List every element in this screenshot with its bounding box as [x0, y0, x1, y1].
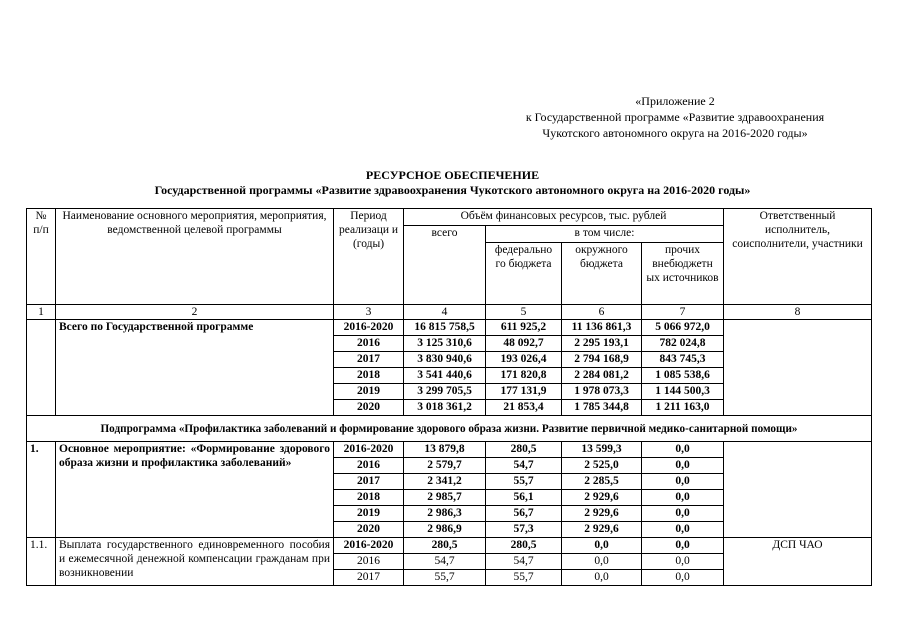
- event11-num: 1.1.: [27, 538, 56, 586]
- total-cell: 3 018 361,2: [404, 400, 486, 416]
- federal-cell: 280,5: [486, 442, 562, 458]
- header-total: всего: [404, 226, 486, 305]
- table-row: [27, 538, 872, 554]
- other-cell: 5 066 972,0: [642, 320, 724, 336]
- total-cell: 54,7: [404, 554, 486, 570]
- federal-cell: 55,7: [486, 570, 562, 586]
- total-cell: 2 341,2: [404, 474, 486, 490]
- subprogram-title: Подпрограмма «Профилактика заболеваний и формирование здорового образа жизни. Развитие первичной медико-санитарной помощи»: [27, 416, 872, 442]
- district-cell: 2 929,6: [562, 522, 642, 538]
- colnum: 6: [562, 305, 642, 320]
- header-period: Период реализаци и (годы): [334, 209, 404, 305]
- federal-cell: 54,7: [486, 554, 562, 570]
- federal-cell: 48 092,7: [486, 336, 562, 352]
- period-cell: 2016-2020: [334, 538, 404, 554]
- document-subtitle: Государственной программы «Развитие здравоохранения Чукотского автономного округа на 2016-2020 годы»: [154, 183, 751, 197]
- district-cell: 2 525,0: [562, 458, 642, 474]
- district-cell: 0,0: [562, 570, 642, 586]
- annex-note: [480, 93, 870, 141]
- colnum: 5: [486, 305, 562, 320]
- district-cell: 2 929,6: [562, 506, 642, 522]
- header-other: прочих внебюджетн ых источников: [642, 243, 724, 305]
- subprogram-row: [27, 416, 872, 442]
- other-cell: 0,0: [642, 554, 724, 570]
- table-row: [27, 442, 872, 458]
- district-cell: 11 136 861,3: [562, 320, 642, 336]
- total-cell: 3 125 310,6: [404, 336, 486, 352]
- total-cell: 2 986,9: [404, 522, 486, 538]
- colnum: 7: [642, 305, 724, 320]
- other-cell: 0,0: [642, 442, 724, 458]
- event11-responsible: ДСП ЧАО: [724, 538, 872, 586]
- period-cell: 2016: [334, 458, 404, 474]
- total-cell: 3 541 440,6: [404, 368, 486, 384]
- event11-name: Выплата государственного единовременного пособия и ежемесячной денежной компенсации гражданам при возникновении: [56, 538, 334, 586]
- total-label: Всего по Государственной программе: [56, 320, 334, 416]
- total-cell: 3 299 705,5: [404, 384, 486, 400]
- period-cell: 2018: [334, 490, 404, 506]
- header-name: Наименование основного мероприятия, мероприятия, ведомственной целевой программы: [56, 209, 334, 305]
- other-cell: 1 144 500,3: [642, 384, 724, 400]
- annex-line-2: к Государственной программе «Развитие здравоохранения: [525, 110, 825, 124]
- federal-cell: 611 925,2: [486, 320, 562, 336]
- period-cell: 2020: [334, 522, 404, 538]
- other-cell: 0,0: [642, 570, 724, 586]
- header-including: в том числе:: [486, 226, 724, 243]
- total-cell: 2 986,3: [404, 506, 486, 522]
- other-cell: 0,0: [642, 458, 724, 474]
- header-num: № п/п: [27, 209, 56, 305]
- district-cell: 2 929,6: [562, 490, 642, 506]
- period-cell: 2017: [334, 570, 404, 586]
- event1-name: Основное мероприятие: «Формирование здорового образа жизни и профилактика заболеваний»: [56, 442, 334, 538]
- federal-cell: 280,5: [486, 538, 562, 554]
- federal-cell: 56,7: [486, 506, 562, 522]
- other-cell: 1 211 163,0: [642, 400, 724, 416]
- period-cell: 2016: [334, 336, 404, 352]
- federal-cell: 54,7: [486, 458, 562, 474]
- resource-table: [26, 208, 872, 586]
- district-cell: 2 284 081,2: [562, 368, 642, 384]
- colnum: 8: [724, 305, 872, 320]
- header-district: окружного бюджета: [562, 243, 642, 305]
- other-cell: 0,0: [642, 474, 724, 490]
- other-cell: 0,0: [642, 538, 724, 554]
- period-cell: 2016-2020: [334, 442, 404, 458]
- period-cell: 2016: [334, 554, 404, 570]
- period-cell: 2019: [334, 506, 404, 522]
- total-cell: 2 985,7: [404, 490, 486, 506]
- total-cell: 16 815 758,5: [404, 320, 486, 336]
- event1-num: 1.: [27, 442, 56, 538]
- total-cell: 3 830 940,6: [404, 352, 486, 368]
- period-cell: 2017: [334, 474, 404, 490]
- district-cell: 1 978 073,3: [562, 384, 642, 400]
- district-cell: 1 785 344,8: [562, 400, 642, 416]
- district-cell: 2 285,5: [562, 474, 642, 490]
- colnum: 1: [27, 305, 56, 320]
- district-cell: 2 794 168,9: [562, 352, 642, 368]
- district-cell: 0,0: [562, 554, 642, 570]
- other-cell: 0,0: [642, 490, 724, 506]
- colnum: 2: [56, 305, 334, 320]
- district-cell: 2 295 193,1: [562, 336, 642, 352]
- annex-line-1: «Приложение 2: [635, 94, 715, 108]
- colnum: 3: [334, 305, 404, 320]
- table-row: [27, 320, 872, 336]
- federal-cell: 56,1: [486, 490, 562, 506]
- total-cell: 13 879,8: [404, 442, 486, 458]
- federal-cell: 57,3: [486, 522, 562, 538]
- total-cell: 55,7: [404, 570, 486, 586]
- other-cell: 1 085 538,6: [642, 368, 724, 384]
- annex-line-3: Чукотского автономного округа на 2016-2020 годы»: [542, 126, 808, 140]
- header-volume: Объём финансовых ресурсов, тыс. рублей: [404, 209, 724, 226]
- period-cell: 2020: [334, 400, 404, 416]
- period-cell: 2019: [334, 384, 404, 400]
- federal-cell: 193 026,4: [486, 352, 562, 368]
- other-cell: 0,0: [642, 522, 724, 538]
- other-cell: 843 745,3: [642, 352, 724, 368]
- period-cell: 2017: [334, 352, 404, 368]
- federal-cell: 21 853,4: [486, 400, 562, 416]
- federal-cell: 55,7: [486, 474, 562, 490]
- district-cell: 13 599,3: [562, 442, 642, 458]
- period-cell: 2018: [334, 368, 404, 384]
- total-cell: 2 579,7: [404, 458, 486, 474]
- federal-cell: 177 131,9: [486, 384, 562, 400]
- other-cell: 782 024,8: [642, 336, 724, 352]
- total-cell: 280,5: [404, 538, 486, 554]
- period-cell: 2016-2020: [334, 320, 404, 336]
- other-cell: 0,0: [642, 506, 724, 522]
- header-federal: федерально го бюджета: [486, 243, 562, 305]
- colnum: 4: [404, 305, 486, 320]
- header-responsible: Ответственный исполнитель, соисполнители, участники: [724, 209, 872, 305]
- document-title: РЕСУРСНОЕ ОБЕСПЕЧЕНИЕ: [365, 168, 540, 182]
- federal-cell: 171 820,8: [486, 368, 562, 384]
- district-cell: 0,0: [562, 538, 642, 554]
